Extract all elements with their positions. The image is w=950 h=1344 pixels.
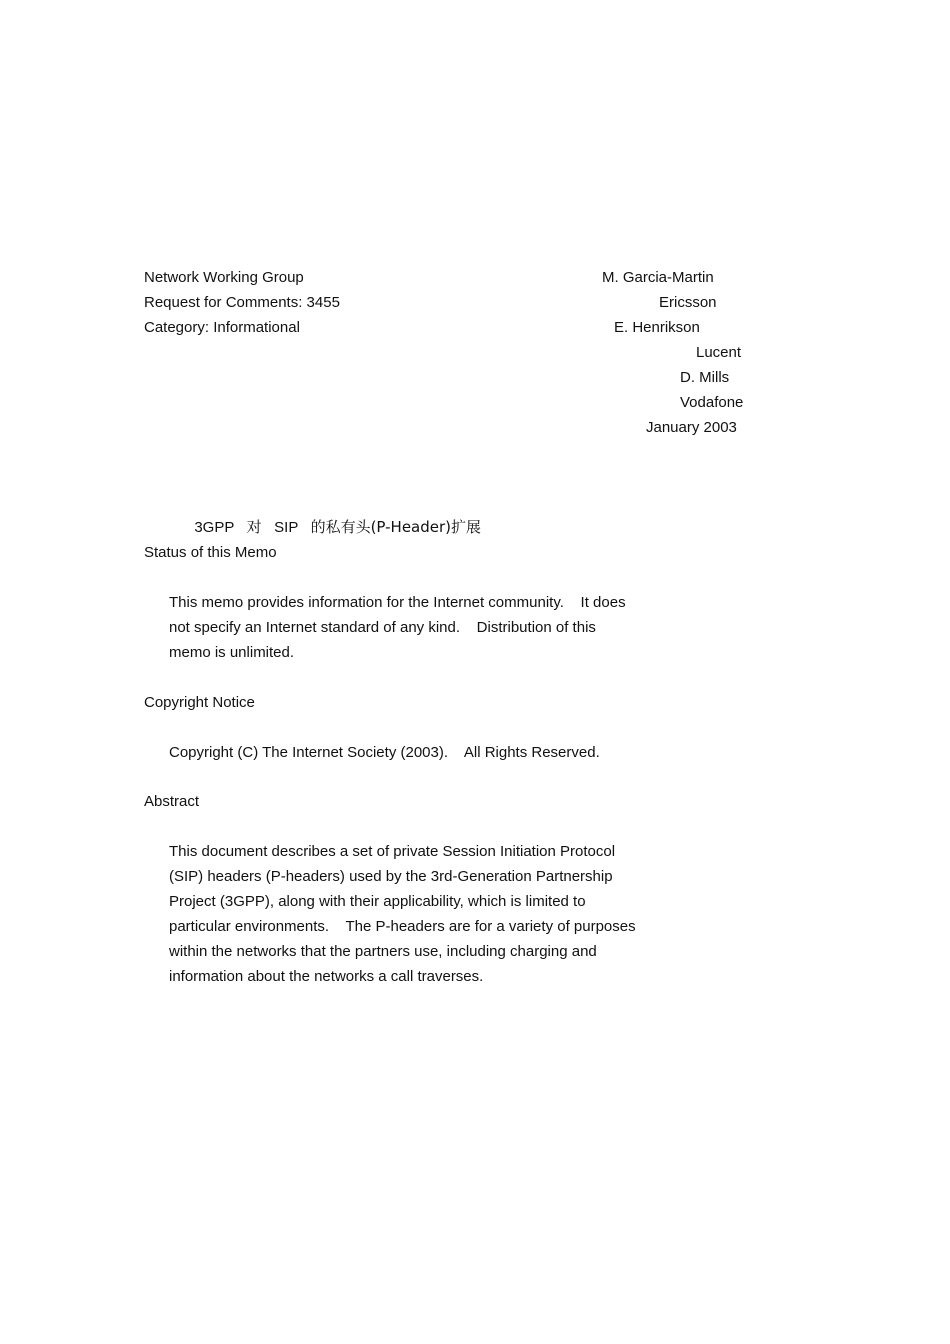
- document-title: [186, 490, 481, 540]
- affiliation-ericsson: Ericsson: [659, 294, 717, 311]
- title-part-sip: SIP: [274, 519, 299, 536]
- abstract-line: within the networks that the partners use, including charging and: [169, 943, 597, 960]
- author-henrikson: E. Henrikson: [614, 319, 700, 336]
- abstract-line: This document describes a set of private Session Initiation Protocol: [169, 843, 616, 860]
- abstract-line: (SIP) headers (P-headers) used by the 3rd-Generation Partnership: [169, 868, 613, 885]
- title-part-pheader: 的私有头(P-Header)扩展: [310, 518, 482, 536]
- author-mills: D. Mills: [680, 369, 730, 386]
- abstract-line: information about the networks a call traverses.: [169, 968, 484, 985]
- status-heading: Status of this Memo: [144, 544, 277, 561]
- working-group-label: Network Working Group: [144, 269, 304, 286]
- copyright-line: Copyright (C) The Internet Society (2003). All Rights Reserved.: [169, 744, 600, 761]
- status-line: This memo provides information for the Internet community. It does: [169, 594, 626, 611]
- rfc-number-label: Request for Comments: 3455: [144, 294, 340, 311]
- affiliation-vodafone: Vodafone: [680, 394, 744, 411]
- abstract-line: Project (3GPP), along with their applicability, which is limited to: [169, 893, 586, 910]
- copyright-heading: Copyright Notice: [144, 694, 255, 711]
- status-line: memo is unlimited.: [169, 644, 295, 661]
- category-label: Category: Informational: [144, 319, 300, 336]
- author-garcia-martin: M. Garcia-Martin: [602, 269, 714, 286]
- affiliation-lucent: Lucent: [696, 344, 742, 361]
- abstract-line: particular environments. The P-headers are for a variety of purposes: [169, 918, 636, 935]
- title-part-3gpp: 3GPP: [194, 519, 235, 536]
- status-line: not specify an Internet standard of any kind. Distribution of this: [169, 619, 596, 636]
- title-part-dui: 对: [246, 518, 262, 536]
- publication-date: January 2003: [646, 419, 737, 436]
- abstract-heading: Abstract: [144, 793, 200, 810]
